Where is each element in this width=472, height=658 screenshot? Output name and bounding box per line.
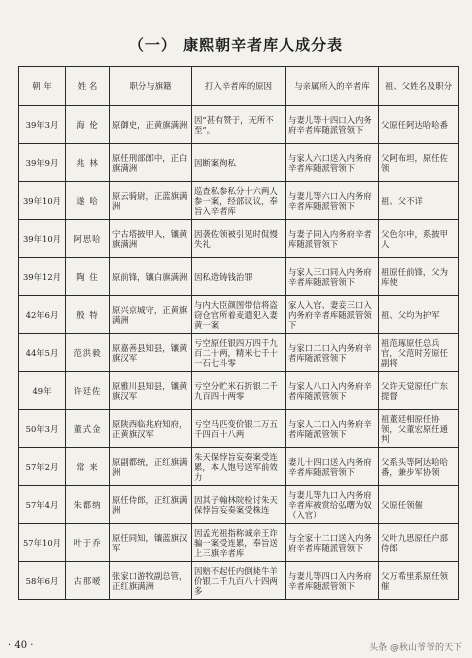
cell-relatives: 与妻儿等九口入内务府辛者库被赏给弘曙为奴（入官）	[286, 486, 379, 524]
column-header-ancestry: 祖、父姓名及职分	[379, 67, 459, 106]
cell-name: 叶于乔	[66, 524, 110, 562]
column-header-relatives: 与亲属所入的辛者库	[286, 67, 379, 106]
cell-ancestry: 祖董廷相原任协领，父董宏原任通判	[379, 410, 459, 448]
cell-relatives: 与妻儿等六口入内务府辛者库随派管领下	[286, 182, 379, 220]
cell-reason: 与内大臣颜图带信将盗窃仓官所着麦遣犯入妻黄一案	[192, 296, 286, 334]
table-row	[19, 106, 459, 144]
table-row	[19, 524, 459, 562]
cell-status: 原兴京城守，正黄旗满洲	[110, 296, 192, 334]
column-header-name: 姓 名	[66, 67, 110, 106]
cell-status: 张家口游牧副总管，正红旗满洲	[110, 562, 192, 600]
cell-status: 原陕西临兆府知府，正黄旗汉军	[110, 410, 192, 448]
table-row	[19, 562, 459, 600]
table-body	[19, 106, 459, 600]
cell-status: 原云骑尉，正蓝旗满洲	[110, 182, 192, 220]
cell-relatives: 与妻子同入内务府辛者库随派管领下	[286, 220, 379, 258]
cell-relatives: 与妻儿等四口入内务府辛者库随派管领下	[286, 562, 379, 600]
cell-reason: 巡查私参私分十六两人参一案，经部议议，奉旨入辛者库	[192, 182, 286, 220]
cell-status: 宁古塔披甲人，镶黄旗满洲	[110, 220, 192, 258]
cell-reason: 因“甚有赞于，无所不至”。	[192, 106, 286, 144]
cell-reason: 因断案徇私	[192, 144, 286, 182]
cell-relatives: 与家人八口入内务府辛者库随派管领下	[286, 372, 379, 410]
page-number: · 40 ·	[8, 640, 34, 651]
cell-ancestry: 父阿布坦，原任佐领	[379, 144, 459, 182]
table-row	[19, 334, 459, 372]
cell-relatives: 与家人三口同入内务府辛者库随派管领下	[286, 258, 379, 296]
table-row	[19, 372, 459, 410]
table-header-row	[19, 67, 459, 106]
cell-name: 许廷佐	[66, 372, 110, 410]
cell-name: 海 伦	[66, 106, 110, 144]
cell-status: 原前锋，镶白旗满洲	[110, 258, 192, 296]
cell-reason: 因私造铸钱治罪	[192, 258, 286, 296]
cell-reason: 因袭佐领被引见时侃慢失礼	[192, 220, 286, 258]
cell-date: 39年10月	[19, 220, 66, 258]
cell-date: 39年12月	[19, 258, 66, 296]
table-row	[19, 410, 459, 448]
cell-date: 57年10月	[19, 524, 66, 562]
cell-name: 殷 特	[66, 296, 110, 334]
cell-relatives: 与家人六口送入内务府辛者库随派管领下	[286, 144, 379, 182]
cell-name: 范洪毅	[66, 334, 110, 372]
page-title: （一） 康熙朝辛者库人成分表	[128, 36, 344, 54]
cell-name: 陶 住	[66, 258, 110, 296]
cell-status: 原雅川县知县，镶黄旗汉军	[110, 372, 192, 410]
cell-date: 39年3月	[19, 106, 66, 144]
cell-status: 原嘉善县知县，镶黄旗汉军	[110, 334, 192, 372]
cell-status: 原任刑部郎中，正白旗满洲	[110, 144, 192, 182]
cell-date: 44年5月	[19, 334, 66, 372]
cell-reason: 亏空原任银四万四千九百二十两，精米七千十一石七斗零	[192, 334, 286, 372]
table-row	[19, 144, 459, 182]
cell-relatives: 与全家十二口送入内务府辛者库随派管领下	[286, 524, 379, 562]
cell-ancestry: 父万希里系原任领催	[379, 562, 459, 600]
cell-name: 阿思哈	[66, 220, 110, 258]
cell-status: 原副都统，正红旗满洲	[110, 448, 192, 486]
cell-date: 39年10月	[19, 182, 66, 220]
cell-date: 50年3月	[19, 410, 66, 448]
cell-date: 39年9月	[19, 144, 66, 182]
cell-relatives: 与家人二口入内务府辛者库随派管领下	[286, 410, 379, 448]
cell-status: 原任同知，镶蓝旗汉军	[110, 524, 192, 562]
cell-name: 兆 林	[66, 144, 110, 182]
cell-name: 常 来	[66, 448, 110, 486]
cell-ancestry: 父原任阿达哈哈番	[379, 106, 459, 144]
cell-ancestry: 祖范琢原任总兵官，父范时芳原任副将	[379, 334, 459, 372]
watermark: 头条 @秋山爷爷的天下	[369, 643, 462, 653]
cell-relatives: 与妻儿等十四口入内务府辛者库随派管领下	[286, 106, 379, 144]
table-row	[19, 220, 459, 258]
cell-date: 49年	[19, 372, 66, 410]
cell-status: 原御史，正黄旗满洲	[110, 106, 192, 144]
cell-ancestry: 祖原任前锋，父为库使	[379, 258, 459, 296]
cell-reason: 亏空马匹变价银二万五千四百十八两	[192, 410, 286, 448]
cell-name: 朱都纳	[66, 486, 110, 524]
cell-name: 古那嗳	[66, 562, 110, 600]
cell-date: 57年2月	[19, 448, 66, 486]
cell-reason: 亏空分贮米石折银二千九百四十两零	[192, 372, 286, 410]
table-row	[19, 486, 459, 524]
cell-ancestry: 祖、父均为护军	[379, 296, 459, 334]
cell-relatives: 与家口二口入内务府辛者库随派管领下	[286, 334, 379, 372]
cell-reason: 因赔不起任内倒毙牛羊价银二千九百八十四两多	[192, 562, 286, 600]
cell-date: 42年6月	[19, 296, 66, 334]
cell-name: 董式金	[66, 410, 110, 448]
column-header-date: 朝 年	[19, 67, 66, 106]
table-row	[19, 258, 459, 296]
cell-relatives: 妻儿十四口送入内务府辛者库随派管领下	[286, 448, 379, 486]
cell-ancestry: 父许天觉原任广东提督	[379, 372, 459, 410]
cell-reason: 因其子翰林院检讨朱天保悖旨妄奏案受株连	[192, 486, 286, 524]
column-header-status: 职分与旗籍	[110, 67, 192, 106]
cell-reason: 因孟光祖指称诚亲王诈骗一案受连累，奉旨送上三旗辛者库	[192, 524, 286, 562]
cell-ancestry: 父色尔申，系披甲人	[379, 220, 459, 258]
cell-name: 遂 哈	[66, 182, 110, 220]
cell-ancestry: 父原任领催	[379, 486, 459, 524]
column-header-reason: 打入辛者库的原因	[192, 67, 286, 106]
cell-status: 原任侍郎，正红旗满洲	[110, 486, 192, 524]
cell-relatives: 家人入官、妻妾三口入内务府辛者库随派管领下	[286, 296, 379, 334]
table-row	[19, 296, 459, 334]
table-row	[19, 182, 459, 220]
cell-date: 57年4月	[19, 486, 66, 524]
table-row	[19, 448, 459, 486]
cell-reason: 朱天保悖旨妄奏案受连累，本人饱号送军前效力	[192, 448, 286, 486]
cell-ancestry: 父叶九思原任户部侍郎	[379, 524, 459, 562]
personnel-table	[18, 66, 459, 600]
cell-date: 58年6月	[19, 562, 66, 600]
cell-ancestry: 父系头等阿达哈哈番，兼步军协领	[379, 448, 459, 486]
cell-ancestry: 祖、父不详	[379, 182, 459, 220]
